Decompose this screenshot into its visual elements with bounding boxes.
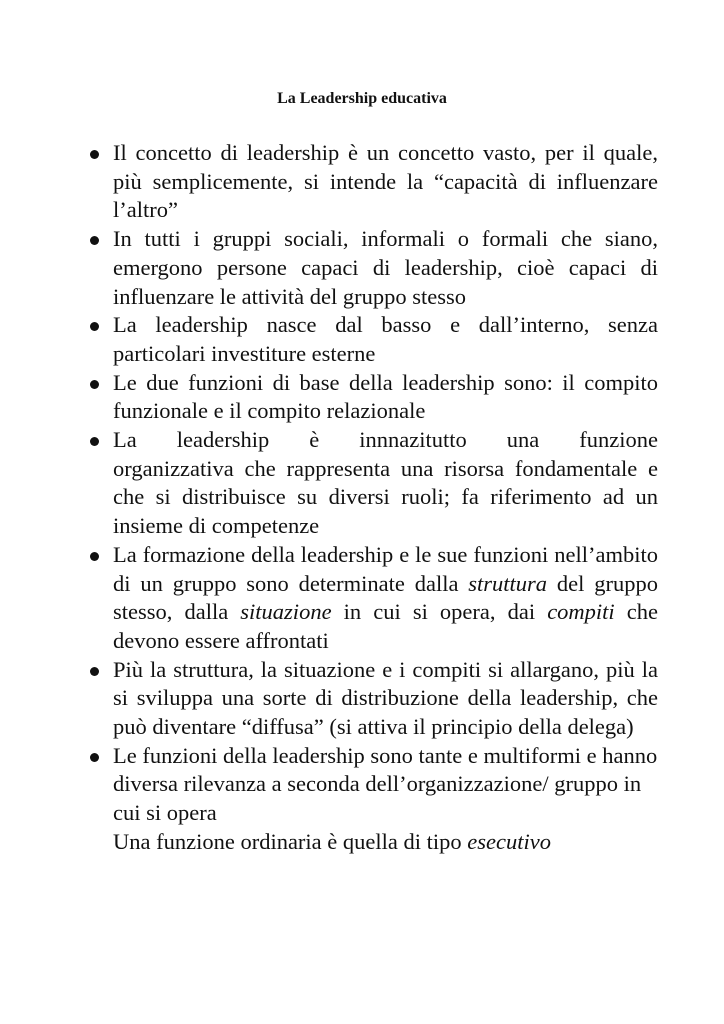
closing-line-text: Una funzione ordinaria è quella di tipo [113, 828, 468, 854]
list-item-text: La leadership nasce dal basso e dall’interno, senza particolari investiture esterne [113, 312, 658, 366]
list-item [88, 426, 658, 541]
list-item-text: In tutti i gruppi sociali, informali o formali che siano, emergono persone capaci di leadership, cioè capaci di influenzare le attività del gruppo stesso [113, 226, 658, 309]
bullet-icon [90, 236, 99, 245]
list-item-text: Più la struttura, la situazione e i compiti si allargano, più la si sviluppa una sorte di distribuzione della leadership, che può diventare “diffusa” (si attiva il principio della delega) [113, 656, 658, 740]
list-item [88, 656, 658, 742]
emphasis-text: struttura [468, 570, 548, 596]
list-item-text: Le funzioni della leadership sono tante e multiformi e hanno diversa rilevanza a seconda dell’organizzazione/ gruppo in cui si opera [113, 742, 658, 826]
list-item-first-line: La leadership è innnazitutto una funzione [113, 427, 658, 453]
list-item-text: La formazione della leadership e le sue funzioni nell’ambito di un gruppo sono determinate dalla [113, 541, 658, 596]
list-item [88, 139, 658, 225]
bullet-icon [90, 753, 99, 762]
list-item-text: che devono essere affrontati [113, 599, 659, 653]
list-item [88, 369, 658, 426]
bullet-icon [90, 437, 99, 446]
emphasis-text: esecutivo [467, 828, 551, 854]
bullet-icon [90, 552, 99, 561]
list-item [88, 225, 658, 311]
bullet-icon [90, 667, 99, 676]
list-item-text: del gruppo stesso, dalla [113, 570, 658, 625]
list-item-text: in cui si opera, dai [331, 599, 548, 625]
list-item-text: organizzativa che rappresenta una risorsa fondamentale e che si distribuisce su diversi ruoli; fa riferimento ad un insieme di competenze [113, 455, 658, 539]
list-item [88, 311, 658, 368]
emphasis-text: situazione [240, 599, 332, 625]
list-item [88, 742, 658, 828]
list-item [88, 541, 658, 656]
closing-line [88, 828, 658, 857]
bullet-icon [90, 150, 99, 159]
bullet-list [88, 139, 658, 857]
list-item-text: Il concetto di leadership è un concetto vasto, per il quale, più semplicemente, si intende la “capacità di influenzare l’altro” [113, 140, 658, 223]
bullet-icon [90, 380, 99, 389]
page-title: La Leadership educativa [277, 90, 447, 107]
bullet-icon [90, 322, 99, 331]
list-item-text: Le due funzioni di base della leadership sono: il compito funzionale e il compito relazionale [113, 369, 658, 424]
emphasis-text: compiti [547, 599, 615, 625]
